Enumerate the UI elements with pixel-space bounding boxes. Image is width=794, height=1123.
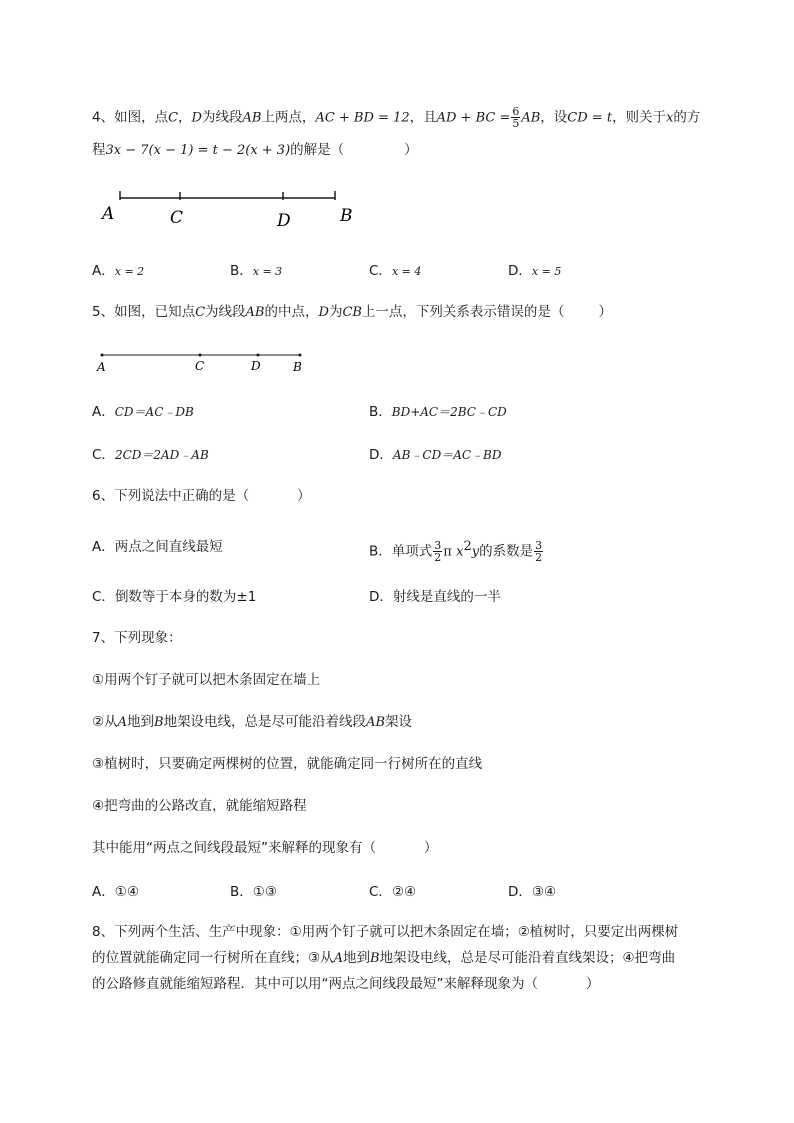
q7-text: 地到 [127,714,154,730]
q7-text: 地架设电线，总是尽可能沿着线段 [163,714,367,730]
q7-option-d[interactable] [508,882,556,902]
q6-option-a[interactable] [92,537,223,557]
q4-option-d[interactable] [508,261,561,282]
q4-text: 为线段 [201,109,243,126]
q6-option-c[interactable] [92,587,256,607]
option-label: A． [92,539,115,555]
option-label: C． [92,447,115,463]
q7-option-b[interactable] [230,882,277,902]
q6-text: 6、下列说法中正确的是（ [92,488,250,504]
option-value: ①④ [114,884,139,900]
option-label: C． [369,263,392,279]
q5-text: 5、如图，已知点 [92,304,196,320]
q4-line2 [92,140,418,161]
q5-text: ） [598,304,612,320]
q6-question [92,486,311,506]
q6-fraction-1 [433,540,442,563]
q8-text: 的公路修直就能缩短路程．其中可以用“两点之间线段最短”来解释现象为（ [92,976,538,992]
q4-text: 程 [92,142,106,158]
q7-text: ③植树时，只要确定两棵树的位置，就能确定同一行树所在的直线 [92,756,483,772]
q5-label-c: C [195,359,205,373]
option-value: ①③ [252,884,277,900]
q4-line1 [92,106,700,129]
option-label: D． [508,884,532,900]
q7-point-b: B [154,715,164,730]
q5-text: 为 [328,304,343,320]
q4-equation-2-right: AB [521,110,541,126]
q4-text: ， [178,109,192,126]
q4-segment-figure [95,188,365,233]
q4-fraction-den: 5 [512,117,520,130]
q4-text: 的解是（ [290,142,345,158]
fraction-den: 2 [535,551,543,564]
q5-point-d-dot [257,354,260,357]
q4-label-c: C [170,208,184,228]
var-y: y [471,544,480,560]
q4-label-b: B [340,206,353,226]
q6-text: ） [297,488,311,504]
q8-text: 地架设电线，总是尽可能沿着直线架设；④把弯曲 [379,950,676,966]
q5-point-c-dot [199,354,202,357]
option-text: 的系数是 [479,543,534,560]
fraction-den: 2 [434,551,442,564]
option-value: 倒数等于本身的数为±1 [114,589,257,605]
q7-text: ） [424,840,438,856]
q8-line3 [92,974,600,994]
option-label: A． [92,404,115,420]
q5-text: 上一点，下列关系表示错误的是（ [361,304,565,320]
option-label: A． [92,884,115,900]
q7-item-4 [92,796,307,816]
q4-segment-ab: AB [242,110,262,126]
q5-segment-figure [95,346,315,378]
option-value: ②④ [391,884,417,900]
q5-text: 为线段 [205,304,246,320]
q8-point-b: B [370,951,380,966]
q5-text: 的中点， [264,304,319,320]
option-label: B． [230,884,253,900]
q5-point-d: D [318,305,329,320]
q5-option-c[interactable] [92,445,209,465]
q7-option-c[interactable] [369,882,416,902]
q8-text: ） [586,976,600,992]
option-value: x = 3 [252,265,283,278]
fraction-num: 3 [434,539,442,552]
q4-variable-x: x [666,110,674,126]
option-label: A． [92,263,115,279]
q5-point-b-dot [299,354,302,357]
q4-point-d: D [191,110,202,126]
q4-text: ，设 [540,109,568,126]
option-label: B． [369,543,392,560]
q5-option-a[interactable] [92,402,194,422]
option-label: D． [508,263,532,279]
q5-label-d: D [251,359,261,373]
q4-fraction-num: 6 [512,105,520,118]
q7-option-a[interactable] [92,882,139,902]
q7-item-2 [92,712,412,733]
q4-text: 4、如图，点 [92,109,169,126]
q4-fraction [511,106,520,129]
q7-point-a: A [117,715,127,730]
q6-option-b[interactable] [369,537,544,563]
option-value: 2CD＝2AD﹣AB [114,448,209,462]
q4-label-a: A [102,204,115,224]
option-text: 单项式 [391,543,433,560]
q7-text: ②从 [92,714,118,730]
q5-question [92,302,612,323]
q4-text: ，则关于 [612,109,667,126]
q4-equation-2-left: AD + BC = [436,110,511,126]
q4-option-a[interactable] [92,261,144,282]
option-value: AB﹣CD＝AC﹣BD [392,448,502,462]
q7-question [92,628,182,648]
q8-text: 8、下列两个生活、生产中现象：①用两个钉子就可以把木条固定在墙；②植树时，只要定出两棵树 [92,924,679,940]
q4-text: 的方 [673,109,701,126]
q7-item-1 [92,670,320,690]
q7-item-3 [92,754,482,774]
option-label: B． [369,404,392,420]
option-value: ③④ [531,884,557,900]
var-x: x [456,544,464,560]
q5-option-b[interactable] [369,402,507,422]
q4-label-d: D [277,211,291,231]
q5-option-d[interactable] [369,445,501,465]
q7-prompt [92,838,438,858]
q8-point-a: A [333,951,343,966]
exponent: 2 [463,539,472,554]
q5-point-c: C [195,305,206,320]
q4-text: 上两点， [261,109,316,126]
q6-fraction-2 [534,540,543,563]
q8-text: 地到 [343,950,370,966]
q4-point-c: C [168,110,179,126]
q5-label-b: B [293,360,302,374]
q7-text: 其中能用“两点之间线段最短”来解释的现象有（ [92,840,376,856]
q8-text: 的位置就能确定同一行树所在直线；③从 [92,950,334,966]
q4-option-b[interactable] [230,261,282,282]
q7-segment-ab: AB [366,715,386,730]
q7-text: ④把弯曲的公路改直，就能缩短路程 [92,798,307,814]
q4-equation-main: 3x − 7(x − 1) = t − 2(x + 3) [105,143,291,158]
q5-point-a-dot [101,354,104,357]
option-value: x = 4 [391,265,422,278]
q5-label-a: A [97,360,106,374]
option-label: D． [369,447,393,463]
option-value: x = 5 [531,265,562,278]
q4-option-c[interactable] [369,261,421,282]
q4-equation-3: CD = t [567,110,613,126]
q6-option-d[interactable] [369,587,501,607]
option-value: 两点之间直线最短 [114,539,223,555]
fraction-num: 3 [535,539,543,552]
q8-line2 [92,948,675,969]
q4-equation-1: AC + BD = 12 [315,110,410,126]
q7-text: 7、下列现象： [92,630,182,646]
option-label: C． [369,884,392,900]
option-value: x = 2 [114,265,145,278]
option-value: BD+AC＝2BC﹣CD [391,405,507,419]
q5-segment-ab: AB [245,305,265,320]
pi-symbol: π [443,544,452,560]
q7-text: 架设 [385,714,413,730]
q8-line1 [92,922,678,942]
option-value: 射线是直线的一半 [392,589,501,605]
option-label: C． [92,589,115,605]
q7-text: ①用两个钉子就可以把木条固定在墙上 [92,672,321,688]
q4-text: ，且 [409,109,437,126]
option-label: D． [369,589,393,605]
q5-segment-cb: CB [342,305,362,320]
option-value: CD＝AC﹣DB [114,405,194,419]
q4-text: ） [404,142,418,158]
option-label: B． [230,263,253,279]
